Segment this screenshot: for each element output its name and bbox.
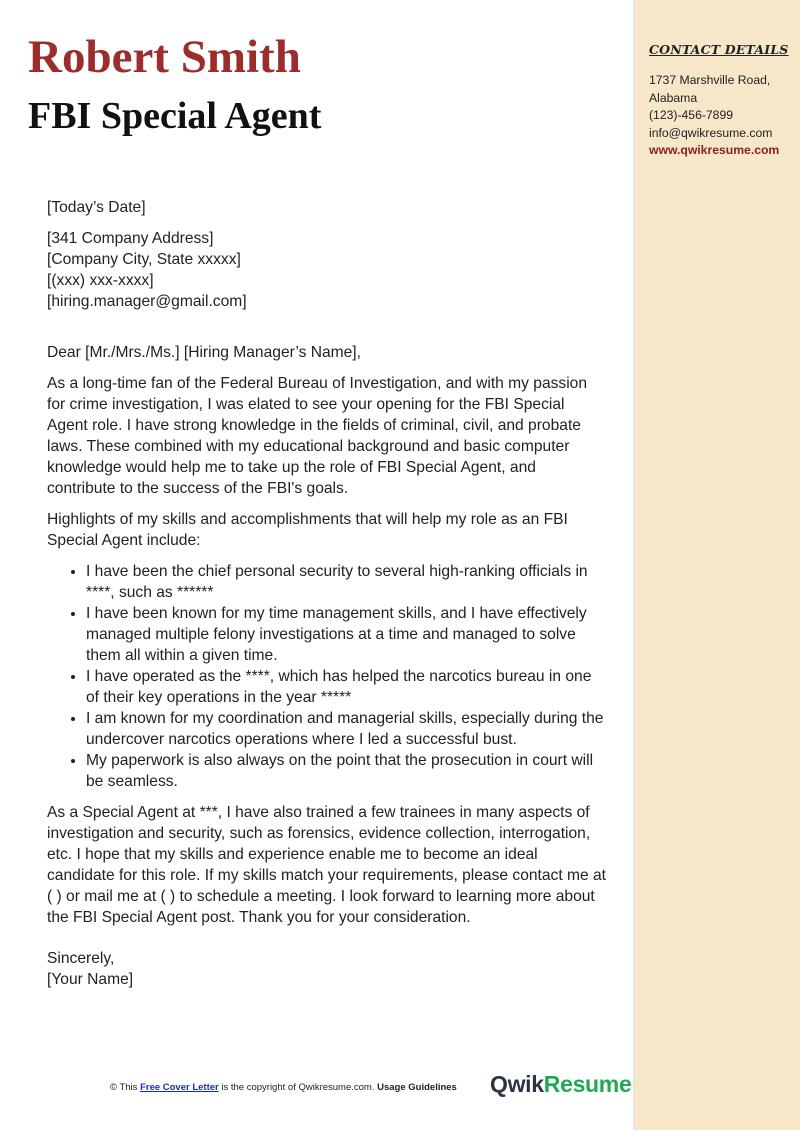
list-item: • I have been known for my time management skills, and I have effectively managed multiple felony investigations at a time and managed to solve them all within a given time. (86, 603, 607, 666)
candidate-name: Robert Smith (28, 31, 301, 83)
paragraph-3: As a Special Agent at ***, I have also trained a few trainees in many aspects of investigation and security, such as forensics, evidence collection, interrogation, etc. I hope that my skills and experience enable me to become an ideal candidate for this role. If my skills match your requirements, please contact me at ( ) or mail me at ( ) to schedule a meeting. I look forward to learning more about the FBI Special Agent post. Thank you for your consideration. (47, 804, 607, 926)
job-title: FBI Special Agent (28, 95, 322, 137)
list-item: • I have been the chief personal security to several high-ranking officials in ****, such as ****** (86, 561, 607, 603)
signature: [Your Name] (47, 971, 134, 988)
footer-text: is the copyright of Qwikresume.com. (221, 1082, 375, 1093)
list-item: • I have operated as the ****, which has helped the narcotics bureau in one of their key operations in the year ***** (86, 666, 607, 708)
recipient-line: [341 Company Address] (47, 230, 214, 247)
free-cover-letter-link[interactable]: Free Cover Letter (140, 1082, 219, 1093)
logo-part: Resume (543, 1071, 632, 1097)
contact-sidebar (633, 0, 800, 1130)
contact-heading: CONTACT DETAILS (649, 42, 789, 57)
usage-guidelines-link[interactable]: Usage Guidelines (377, 1082, 457, 1093)
salutation: Dear [Mr./Mrs./Ms.] [Hiring Manager’s Name], (47, 344, 361, 361)
list-item: • I am known for my coordination and managerial skills, especially during the undercover narcotics operations where I led a successful bust. (86, 708, 607, 750)
phone: (123)-456-7899 (649, 108, 734, 122)
copyright-icon: © (110, 1082, 117, 1093)
address-line-1: 1737 Marshville Road, (649, 73, 771, 87)
letter-body (47, 197, 607, 1000)
recipient-line: [(xxx) xxx-xxxx] (47, 272, 154, 289)
date: [Today’s Date] (47, 199, 146, 216)
qwikresume-logo[interactable] (490, 1071, 631, 1098)
paragraph-2: Highlights of my skills and accomplishments that will help my role as an FBI Special Agent include: (47, 511, 568, 549)
footer (110, 1082, 457, 1093)
address-line-2: Alabama (649, 90, 698, 105)
logo-part: Qwik (490, 1071, 544, 1097)
closing: Sincerely, (47, 950, 115, 967)
email[interactable]: info@qwikresume.com (649, 125, 773, 140)
recipient-line: [hiring.manager@gmail.com] (47, 293, 247, 310)
paragraph-1: As a long-time fan of the Federal Bureau of Investigation, and with my passion for crime investigation, I was elated to see your opening for the FBI Special Agent role. I have strong knowledge in the fields of criminal, civil, and probate laws. These combined with my educational background and basic computer knowledge would help me to take up the role of FBI Special Agent, and contribute to the success of the FBI's goals. (47, 375, 588, 497)
recipient-block (47, 228, 607, 312)
list-item: • My paperwork is also always on the point that the prosecution in court will be seamless. (86, 750, 607, 792)
footer-text: This (119, 1082, 138, 1093)
website-link[interactable]: www.qwikresume.com (649, 143, 780, 157)
highlights-list (47, 561, 607, 792)
recipient-line: [Company City, State xxxxx] (47, 251, 241, 268)
